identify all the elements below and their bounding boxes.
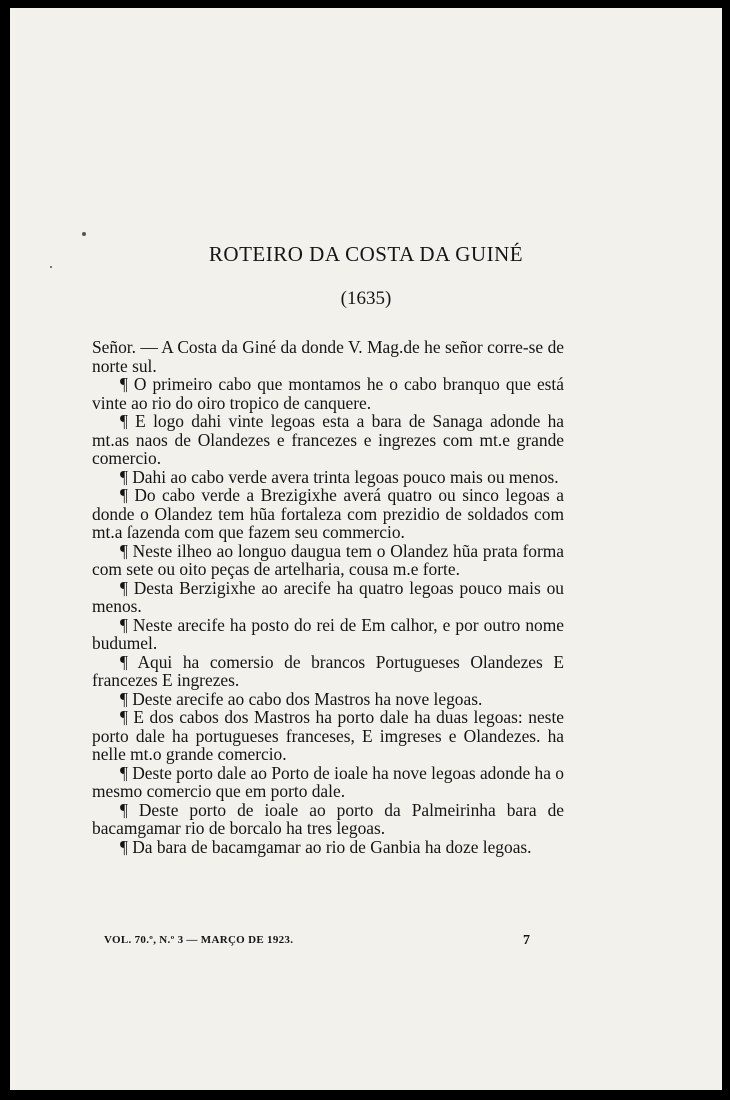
page-number: 7 [523,933,530,948]
paragraph: ¶ Deste porto dale ao Porto de ioale ha nove legoas adonde ha o mesmo comercio que em porto dale. [92,762,564,801]
paragraph: ¶ Neste arecife ha posto do rei de Em calhor, e por outro nome budumel. [92,614,564,653]
paragraph: ¶ E dos cabos dos Mastros ha porto dale ha duas legoas: neste porto dale ha portugueses franceses, E imgreses e Olandezes. ha nelle mt.o grande comercio. [92,707,564,764]
document-title: ROTEIRO DA COSTA DA GUINÉ [208,242,524,266]
ink-speck [82,232,86,236]
footer-reference: VOL. 70.º, N.º 3 — MARÇO DE 1923. [104,934,294,946]
document-year: (1635) [340,288,392,309]
paragraph: Señor. — A Costa da Giné da donde V. Mag.de he señor corre-se de norte sul. [92,337,564,376]
paragraph: ¶ E logo dahi vinte legoas esta a bara de Sanaga adonde ha mt.as naos de Olandezes e francezes e ingrezes com mt.e grande comercio. [92,411,564,468]
page-footer [10,934,722,958]
paragraph: ¶ Dahi ao cabo verde avera trinta legoas pouco mais ou menos. [120,466,559,487]
paragraph: ¶ Aqui ha comersio de brancos Portugueses Olandezes E francezes E ingrezes. [92,651,564,690]
document-page [10,8,722,1090]
paragraph: ¶ Deste arecife ao cabo dos Mastros ha nove legoas. [120,688,483,709]
paragraph: ¶ Do cabo verde a Brezigixhe averá quatro ou sinco legoas a donde o Olandez tem hũa fortaleza com prezidio de soldados com mt.a ſazenda com que fazem seu commercio. [92,485,564,542]
paragraph: ¶ Deste porto de ioale ao porto da Palmeirinha bara de bacamgamar rio de borcalo ha tres legoas. [92,799,564,838]
paragraph: ¶ Desta Berzigixhe ao arecife ha quatro legoas pouco mais ou menos. [92,577,564,616]
paragraph: ¶ Neste ilheo ao longuo daugua tem o Olandez hũa prata forma com sete ou oito peças de artelharia, cousa m.e forte. [92,540,564,579]
paragraph: ¶ O primeiro cabo que montamos he o cabo branquo que está vinte ao rio do oiro tropico de canquere. [92,374,564,413]
paragraph: ¶ Da bara de bacamgamar ao rio de Ganbia ha doze legoas. [120,836,532,857]
document-body [92,338,564,856]
